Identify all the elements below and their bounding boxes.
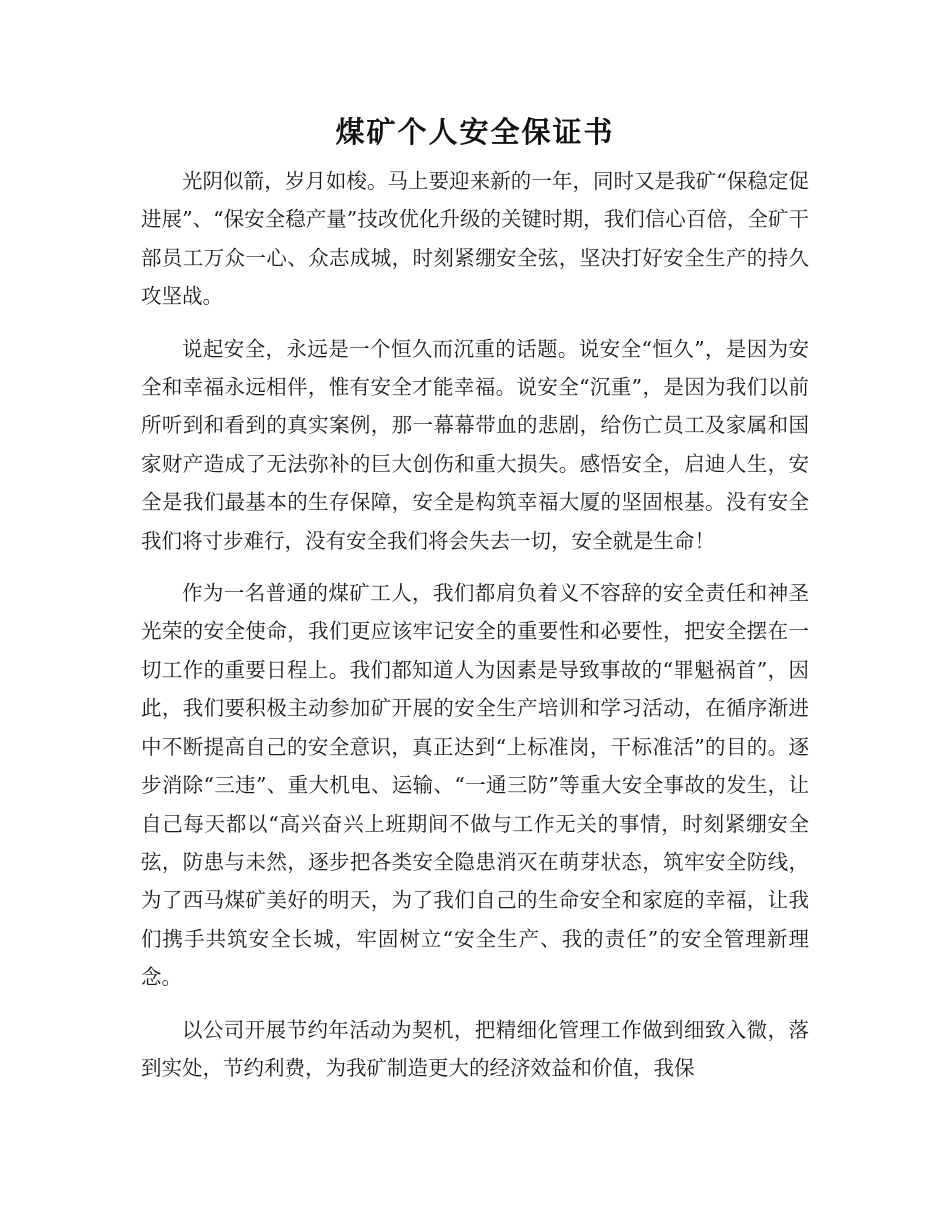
paragraph: 作为一名普通的煤矿工人，我们都肩负着义不容辞的安全责任和神圣光荣的安全使命，我们更应该牢记安全的重要性和必要性，把安全摆在一切工作的重要日程上。我们都知道人为因素是导致事故的“罪魁祸首”，因此，我们要积极主动参加矿开展的安全生产培训和学习活动，在循序渐进中不断提高自己的安全意识，真正达到“上标准岗，干标准活”的目的。逐步消除“三违”、重大机电、运输、“一通三防”等重大安全事故的发生，让自己每天都以“高兴奋兴上班期间不做与工作无关的事情，时刻紧绷安全弦，防患与未然，逐步把各类安全隐患消灭在萌芽状态，筑牢安全防线，为了西马煤矿美好的明天，为了我们自己的生命安全和家庭的幸福，让我们携手共筑安全长城，牢固树立“安全生产、我的责任”的安全管理新理念。 — [141, 581, 809, 990]
document-title: 煤矿个人安全保证书 — [335, 115, 615, 149]
paragraph: 说起安全，永远是一个恒久而沉重的话题。说安全“恒久”，是因为安全和幸福永远相伴，惟有安全才能幸福。说安全“沉重”，是因为我们以前所听到和看到的真实案例，那一幕幕带血的悲剧，给伤亡员工及家属和国家财产造成了无法弥补的巨大创伤和重大损失。感悟安全，启迪人生，安全是我们最基本的生存保障，安全是构筑幸福大厦的坚固根基。没有安全我们将寸步难行，没有安全我们将会失去一切，安全就是生命！ — [141, 336, 809, 553]
paragraph: 光阴似箭，岁月如梭。马上要迎来新的一年，同时又是我矿“保稳定促进展”、“保安全稳产量”技改优化升级的关键时期，我们信心百倍，全矿干部员工万众一心、众志成城，时刻紧绷安全弦，坚决打好安全生产的持久攻坚战。 — [141, 169, 809, 309]
paragraph: 以公司开展节约年活动为契机，把精细化管理工作做到细致入微，落到实处，节约利费，为我矿制造更大的经济效益和价值，我保 — [141, 1017, 809, 1080]
document-body — [141, 162, 809, 1087]
